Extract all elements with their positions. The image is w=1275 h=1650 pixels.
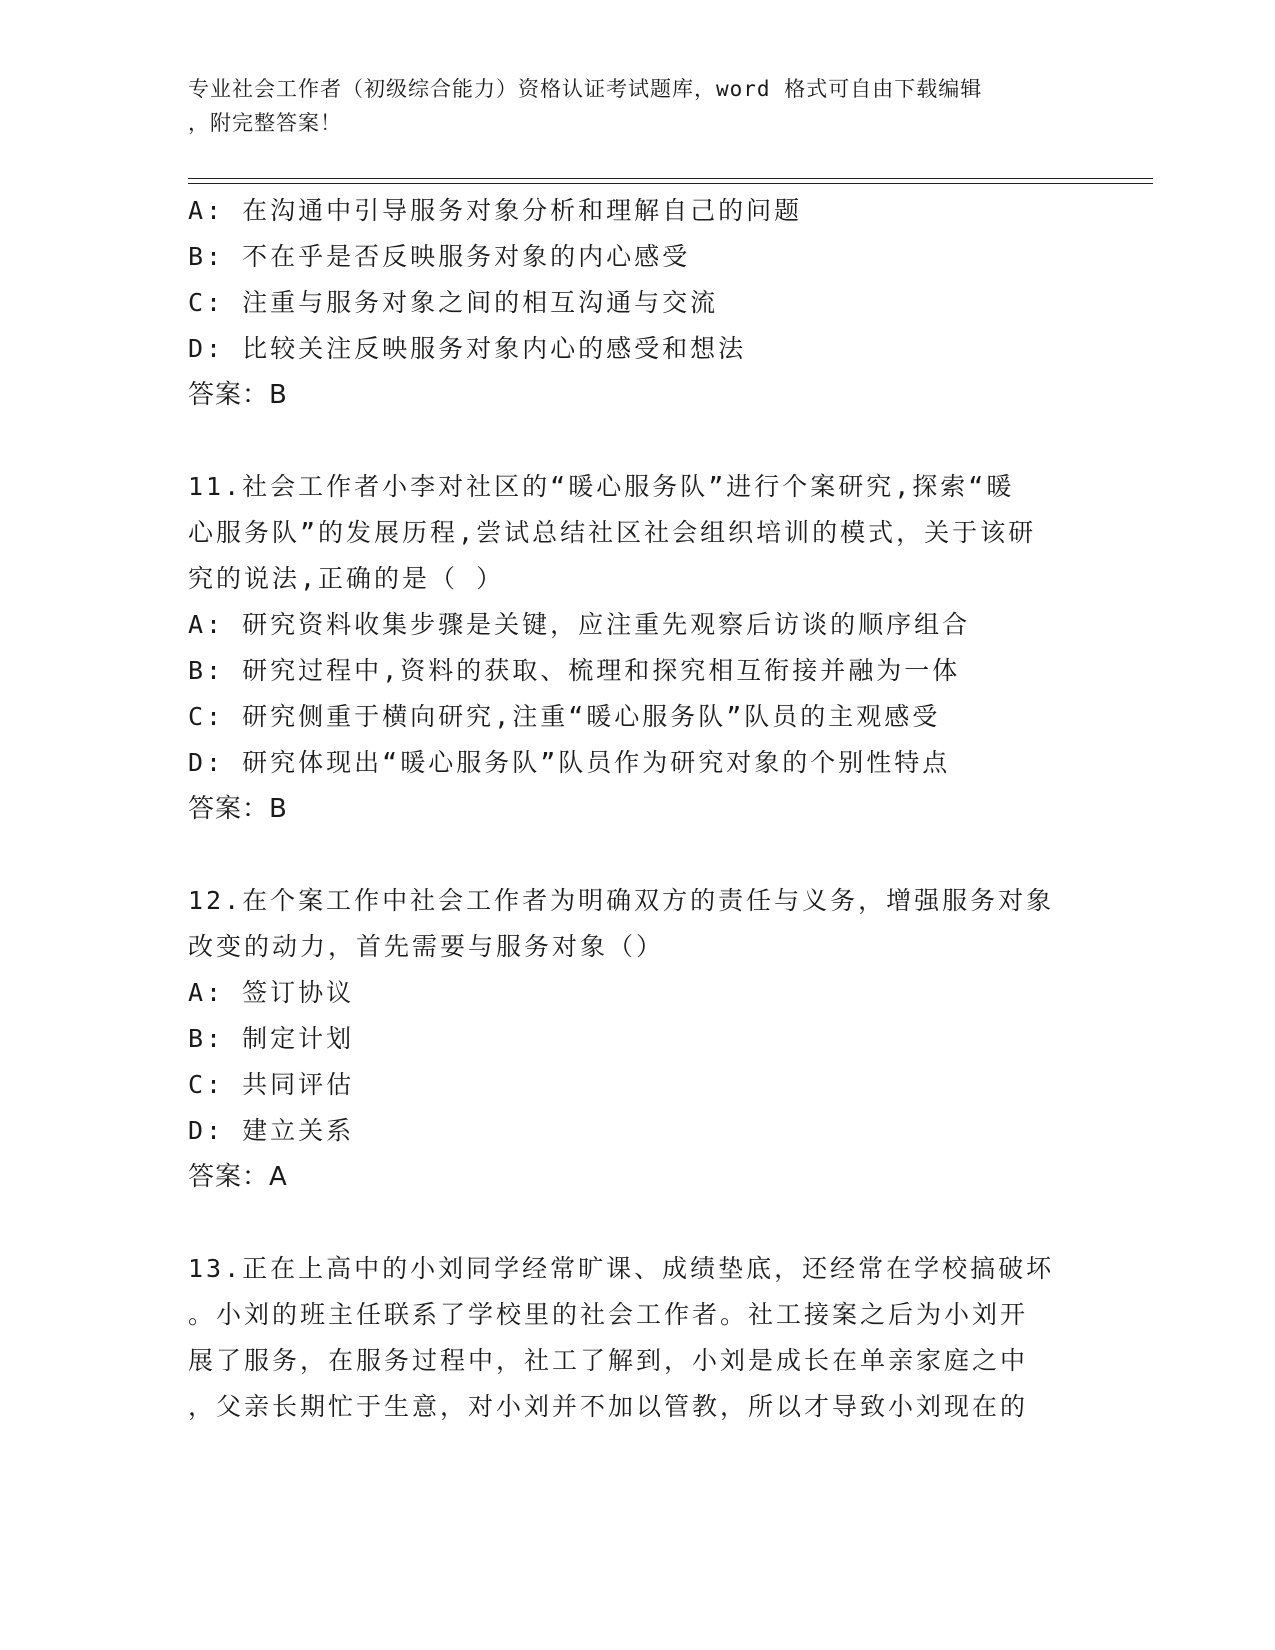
question-10 (188, 188, 1088, 418)
header-divider-top (188, 178, 1153, 179)
option-c: C: 共同评估 (188, 1070, 355, 1099)
option-a: A: 研究资料收集步骤是关键，应注重先观察后访谈的顺序组合 (188, 610, 971, 639)
option-c: C: 研究侧重于横向研究,注重“暖心服务队”队员的主观感受 (188, 702, 941, 731)
option-a: A: 在沟通中引导服务对象分析和理解自己的问题 (188, 196, 803, 225)
question-stem-line: 12.在个案工作中社会工作者为明确双方的责任与义务，增强服务对象 (188, 886, 1055, 915)
question-11 (188, 464, 1088, 832)
option-b: B: 制定计划 (188, 1024, 355, 1053)
option-b: B: 不在乎是否反映服务对象的内心感受 (188, 242, 691, 271)
question-stem-line: 。小刘的班主任联系了学校里的社会工作者。社工接案之后为小刘开 (188, 1300, 1029, 1329)
question-stem-line: 改变的动力，首先需要与服务对象（） (188, 932, 665, 961)
option-c: C: 注重与服务对象之间的相互沟通与交流 (188, 288, 719, 317)
answer-line: 答案：A (188, 1162, 288, 1192)
answer-line: 答案：B (188, 794, 288, 824)
option-a: A: 签订协议 (188, 978, 355, 1007)
answer-line: 答案：B (188, 380, 288, 410)
option-d: D: 建立关系 (188, 1116, 355, 1145)
option-d: D: 比较关注反映服务对象内心的感受和想法 (188, 334, 747, 363)
question-stem-line: 13.正在上高中的小刘同学经常旷课、成绩垫底，还经常在学校搞破坏 (188, 1254, 1055, 1283)
question-content (188, 188, 1088, 1430)
page-header (188, 72, 1078, 140)
option-b: B: 研究过程中,资料的获取、梳理和探究相互衔接并融为一体 (188, 656, 961, 685)
question-stem-line: 心服务队”的发展历程,尝试总结社区社会组织培训的模式，关于该研 (188, 518, 1037, 547)
question-stem-line: ，父亲长期忙于生意，对小刘并不加以管教，所以才导致小刘现在的 (188, 1392, 1029, 1421)
header-title-line-1: 专业社会工作者（初级综合能力）资格认证考试题库，word 格式可自由下载编辑 (188, 77, 983, 101)
question-stem-line: 11.社会工作者小李对社区的“暖心服务队”进行个案研究,探索“暖 (188, 472, 1015, 501)
question-stem-line: 究的说法,正确的是（ ） (188, 564, 505, 593)
question-12 (188, 878, 1088, 1200)
header-divider-bottom (188, 183, 1153, 184)
option-d: D: 研究体现出“暖心服务队”队员作为研究对象的个别性特点 (188, 748, 951, 777)
header-title-line-2: ，附完整答案！ (188, 111, 342, 135)
question-stem-line: 展了服务，在服务过程中，社工了解到，小刘是成长在单亲家庭之中 (188, 1346, 1029, 1375)
question-13 (188, 1246, 1088, 1430)
